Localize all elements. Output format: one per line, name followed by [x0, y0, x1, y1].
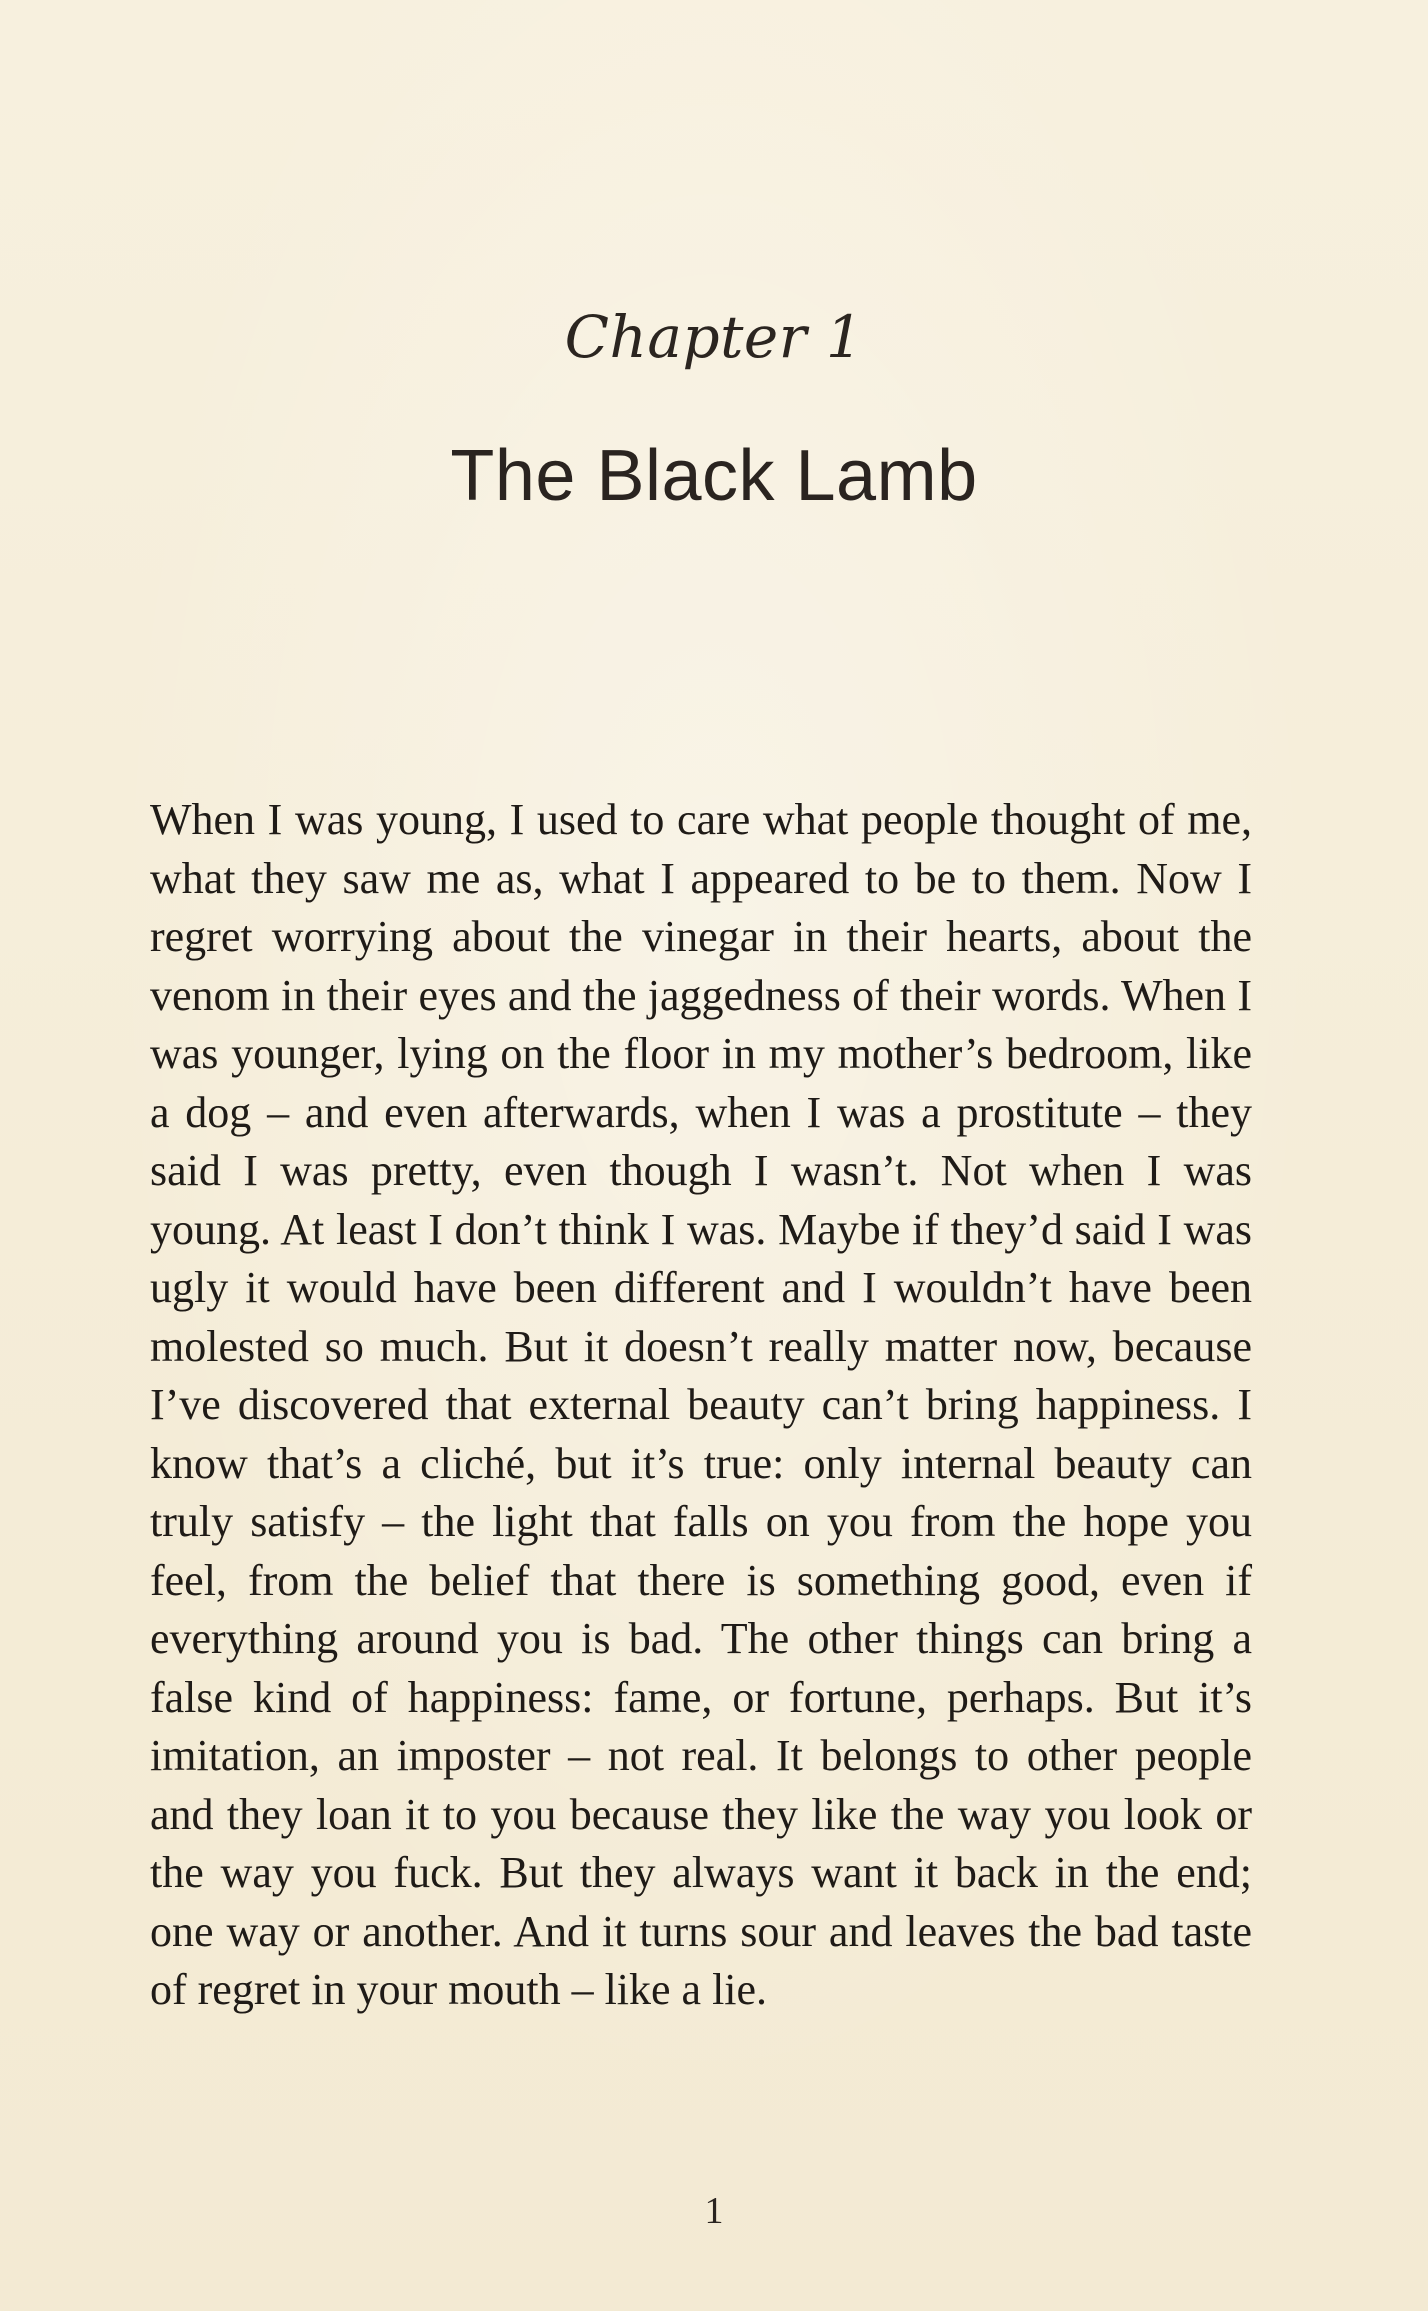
page-number: 1 [704, 2190, 724, 2232]
chapter-label: Chapter 1 [564, 303, 864, 371]
body-paragraph: When I was young, I used to care what people thought of me, what they saw me as, what I appeared to be to them. Now I regret worrying about the vinegar in their hearts, about the venom in their eyes and the jaggedness of their words. When I was younger, lying on the floor in my mother’s bedroom, like a dog – and even afterwards, when I was a prostitute – they said I was pretty, even though I wasn’t. Not when I was young. At least I don’t think I was. Maybe if they’d said I was ugly it would have been different and I wouldn’t have been molested so much. But it doesn’t really matter now, because I’ve discovered that external beauty can’t bring happiness. I know that’s a cliché, but it’s true: only internal beauty can truly satisfy – the light that falls on you from the hope you feel, from the belief that there is something good, even if everything around you is bad. The other things can bring a false kind of happiness: fame, or fortune, perhaps. But it’s imitation, an imposter – not real. It belongs to other people and they loan it to you because they like the way you look or the way you fuck. But they always want it back in the end; one way or another. And it turns sour and leaves the bad taste of regret in your mouth – like a lie. [150, 795, 1252, 2014]
chapter-title: The Black Lamb [450, 436, 978, 516]
